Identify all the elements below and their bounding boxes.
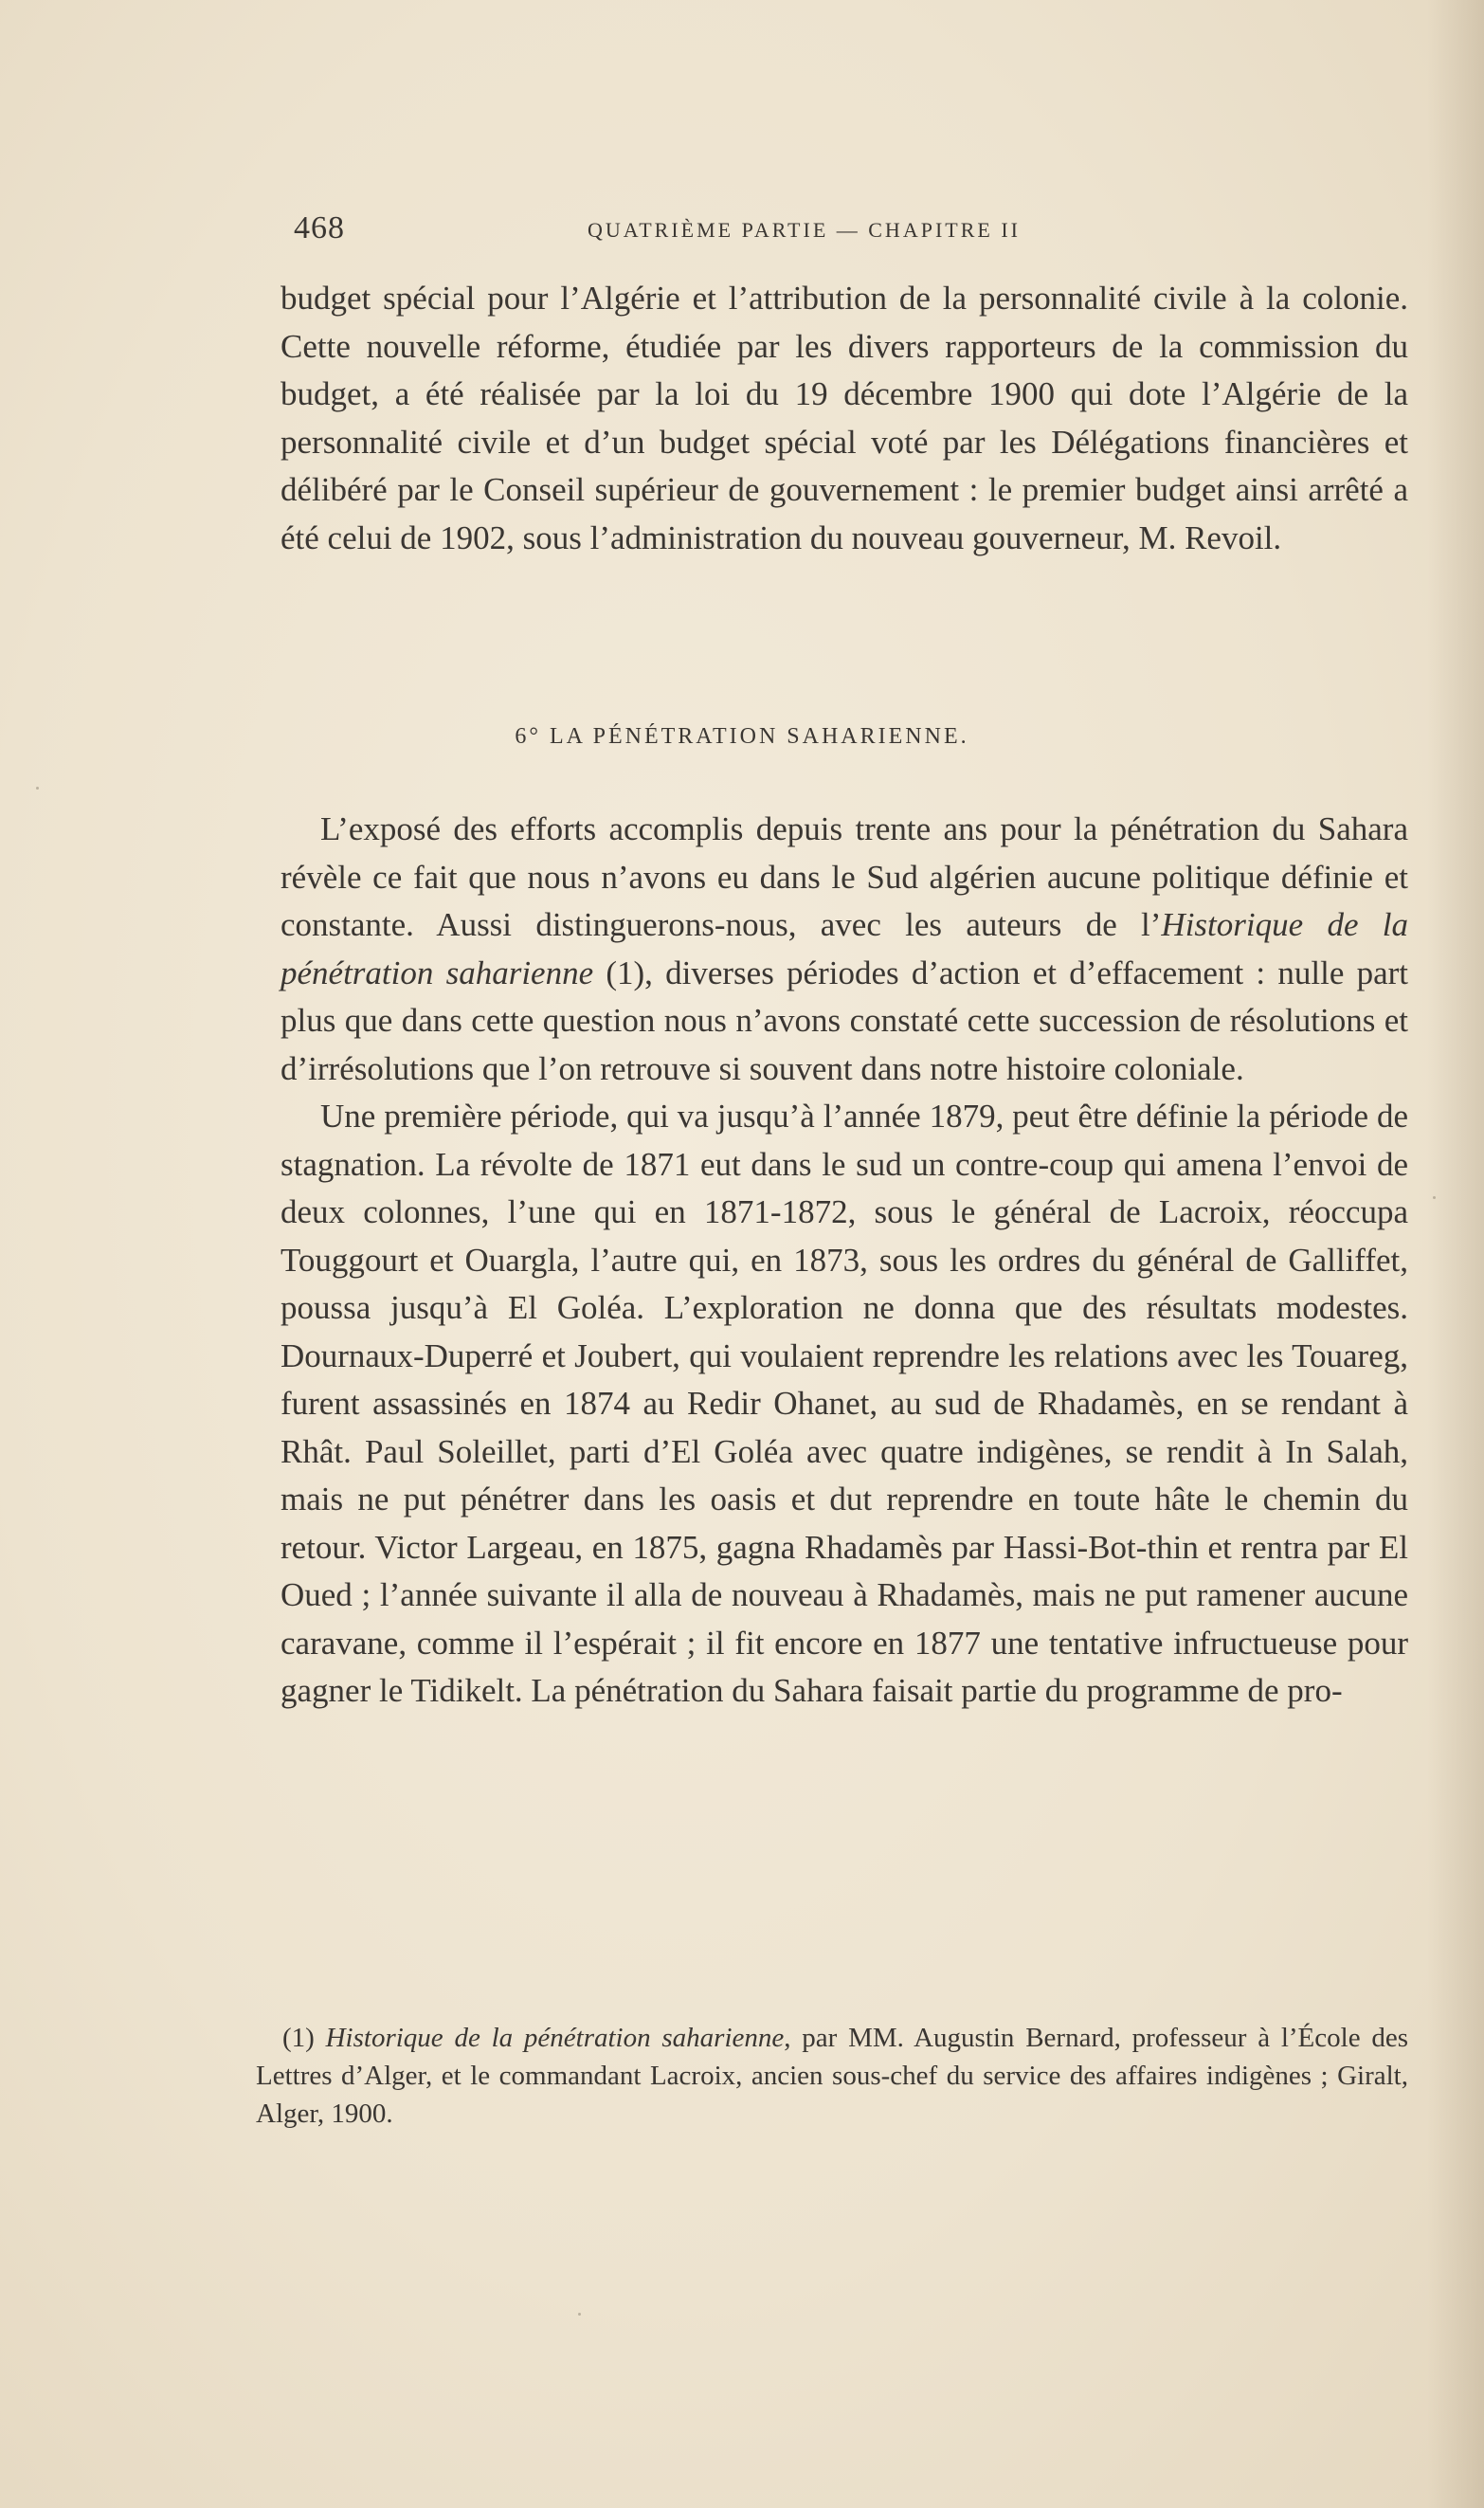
- section-title: 6° LA PÉNÉTRATION SAHARIENNE.: [515, 724, 969, 749]
- paragraph-1-after: (1), diverses périodes d’action et d’effacement : nulle part plus que dans cette question nous n’avons constaté cette succession de résolutions et d’irrésolutions que l’on retrouve si souvent dans notre histoire coloniale.: [281, 954, 1408, 1087]
- footnote-body: , par MM. Augustin Bernard, professeur à l’École des Lettres d’Alger, et le commandant Lacroix, ancien sous-chef du service des affaires indigènes ; Giralt, Alger, 1900.: [256, 2023, 1408, 2129]
- footnote: [256, 2019, 1408, 2133]
- paper-speck: [578, 2313, 581, 2316]
- footnote-marker: (1): [282, 2023, 315, 2053]
- paragraph-1-book-title: Historique de la pénétration saharienne: [281, 906, 1408, 991]
- paragraph-1: [281, 806, 1408, 1093]
- top-paragraph: budget spécial pour l’Algérie et l’attribution de la personnalité civile à la colonie. Cette nouvelle réforme, étudiée par les divers rapporteurs de la commission du budget, a été réalisée par la loi du 19 décembre 1900 qui dote l’Algérie de la personnalité civile et d’un budget spécial voté par les Délégations financières et délibéré par le Conseil supérieur de gouvernement : le premier budget ainsi arrêté a été celui de 1902, sous l’administration du nouveau gouverneur, M. Revoil.: [281, 280, 1408, 556]
- paper-speck: [1433, 1196, 1436, 1199]
- page-header: [294, 210, 1147, 248]
- footnote-title: Historique de la pénétration saharienne: [325, 2023, 785, 2053]
- page-edge-shadow: [1427, 0, 1484, 2508]
- paragraph-1-before: L’exposé des efforts accomplis depuis trente ans pour la pénétration du Sahara révèle ce fait que nous n’avons eu dans le Sud algérien aucune politique définie et constante. Aussi distinguerons-nous, avec les auteurs de l’: [281, 810, 1408, 943]
- paragraph-2: Une première période, qui va jusqu’à l’année 1879, peut être définie la période de stagnation. La révolte de 1871 eut dans le sud un contre-coup qui amena l’envoi de deux colonnes, l’une qui en 1871-1872, sous le général de Lacroix, réoccupa Touggourt et Ouargla, l’autre qui, en 1873, sous les ordres du général de Galliffet, poussa jusqu’à El Goléa. L’exploration ne donna que des résultats modestes. Dournaux-Duperré et Joubert, qui voulaient reprendre les relations avec les Touareg, furent assassinés en 1874 au Redir Ohanet, au sud de Rhadamès, en se rendant à Rhât. Paul Soleillet, parti d’El Goléa avec quatre indigènes, se rendit à In Salah, mais ne put pénétrer dans les oasis et dut reprendre en toute hâte le chemin du retour. Victor Largeau, en 1875, gagna Rhadamès par Hassi-Bot-thin et rentra par El Oued ; l’année suivante il alla de nouveau à Rhadamès, mais ne put ramener aucune caravane, comme il l’espérait ; il fit encore en 1877 une tentative infructueuse pour gagner le Tidikelt. La pénétration du Sahara faisait partie du programme de pro-: [281, 1098, 1408, 1709]
- footnote-text: [256, 2019, 1408, 2133]
- page-number: 468: [294, 210, 345, 245]
- section-body: [281, 806, 1408, 1716]
- running-head: QUATRIÈME PARTIE — CHAPITRE II: [588, 218, 1021, 242]
- top-paragraph-block: [281, 275, 1408, 562]
- paper-speck: [36, 787, 39, 790]
